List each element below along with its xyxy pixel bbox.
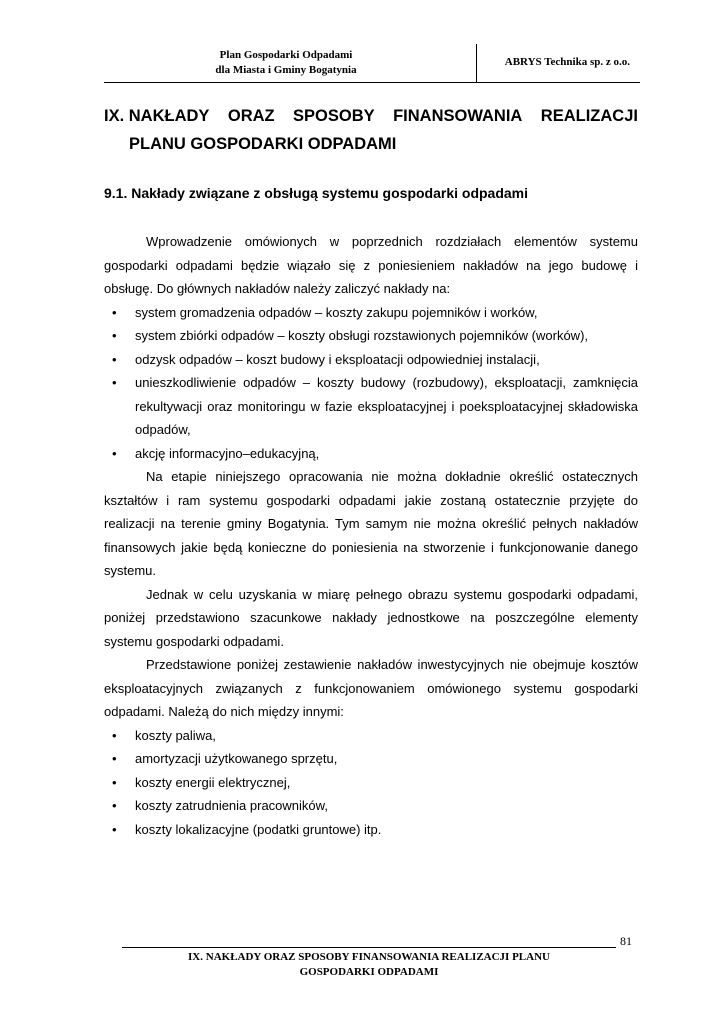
page-header — [104, 44, 640, 83]
chapter-heading — [104, 102, 638, 158]
intro-paragraph: Wprowadzenie omówionych w poprzednich rozdziałach elementów systemu gospodarki odpadami będzie wiązało się z poniesieniem nakładów na jego budowę i obsługę. Do głównych nakładów należy zaliczyć nakłady na: — [104, 234, 638, 296]
header-title-line1: Plan Gospodarki Odpadami — [219, 49, 353, 61]
list-item: • koszty energii elektrycznej, — [104, 771, 638, 795]
header-document-title — [196, 48, 376, 78]
chapter-word: ORAZ — [227, 107, 275, 125]
header-title-line2: dla Miasta i Gminy Bogatynia — [215, 64, 357, 76]
list-item: • odzysk odpadów – koszt budowy i eksploatacji odpowiedniej instalacji, — [104, 348, 638, 372]
chapter-word: IX. NAKŁADY — [104, 107, 210, 125]
list-item: • unieszkodliwienie odpadów – koszty budowy (rozbudowy), eksploatacji, zamknięcia rekultywacji oraz monitoringu w fazie eksploatacyjnej i poeksploatacyjnej składowiska odpadów, — [104, 371, 638, 442]
footer-divider — [122, 947, 616, 948]
page-number: 81 — [620, 934, 632, 948]
list-item: • system zbiórki odpadów – koszty obsługi rozstawionych pojemników (worków), — [104, 324, 638, 348]
header-company: ABRYS Technika sp. z o.o. — [504, 56, 630, 68]
document-body — [104, 230, 638, 841]
chapter-heading-line1 — [104, 102, 638, 130]
paragraph-stage: Na etapie niniejszego opracowania nie można dokładnie określić ostatecznych kształtów i ram systemu gospodarki odpadami jakie zostaną ostatecznie przyjęte do realizacji na terenie gminy Bogatynia. Tym samym nie można określić pełnych nakładów finansowych jakie będą konieczne do poniesienia na stworzenie i funkcjonowanie danego systemu. — [104, 469, 638, 578]
footer-line2: GOSPODARKI ODPADAMI — [299, 966, 439, 978]
bullet-icon: • — [112, 821, 117, 837]
bullet-icon: • — [112, 751, 117, 766]
list-item: • system gromadzenia odpadów – koszty zakupu pojemników i worków, — [104, 301, 638, 325]
list-item: • koszty paliwa, — [104, 724, 638, 748]
bullet-icon: • — [112, 351, 117, 367]
bullet-icon: • — [112, 727, 117, 743]
bullet-icon: • — [112, 774, 117, 790]
paragraph-estimates: Jednak w celu uzyskania w miarę pełnego obrazu systemu gospodarki odpadami, poniżej przedstawiono szacunkowe nakłady jednostkowe na poszczególne elementy systemu gospodarki odpadami. — [104, 586, 638, 649]
chapter-heading-line2: PLANU GOSPODARKI ODPADAMI — [129, 135, 397, 153]
paragraph-operating-costs: Przedstawione poniżej zestawienie nakładów inwestycyjnych nie obejmuje kosztów eksploatacyjnych związanych z funkcjonowaniem omówionego systemu gospodarki odpadami. Należą do nich między innymi: — [104, 657, 638, 719]
costs-list — [104, 301, 638, 466]
footer-line1: IX. NAKŁADY ORAZ SPOSOBY FINANSOWANIA REALIZACJI PLANU — [188, 951, 550, 963]
bullet-icon: • — [112, 798, 117, 813]
page-footer — [122, 950, 616, 980]
list-item: • amortyzacji użytkowanego sprzętu, — [104, 747, 638, 771]
list-item: • koszty zatrudnienia pracowników, — [104, 794, 638, 818]
chapter-word: SPOSOBY — [293, 107, 375, 125]
chapter-word: REALIZACJI — [540, 107, 638, 125]
bullet-icon: • — [112, 304, 117, 320]
bullet-icon: • — [112, 445, 117, 461]
header-divider — [476, 44, 477, 82]
list-item: • koszty lokalizacyjne (podatki gruntowe) itp. — [104, 818, 638, 842]
bullet-icon: • — [112, 328, 117, 343]
chapter-word: FINANSOWANIA — [393, 107, 523, 125]
list-item: • akcję informacyjno–edukacyjną, — [104, 442, 638, 466]
bullet-icon: • — [112, 375, 117, 390]
section-heading: 9.1. Nakłady związane z obsługą systemu gospodarki odpadami — [104, 185, 529, 201]
operating-costs-list — [104, 724, 638, 842]
